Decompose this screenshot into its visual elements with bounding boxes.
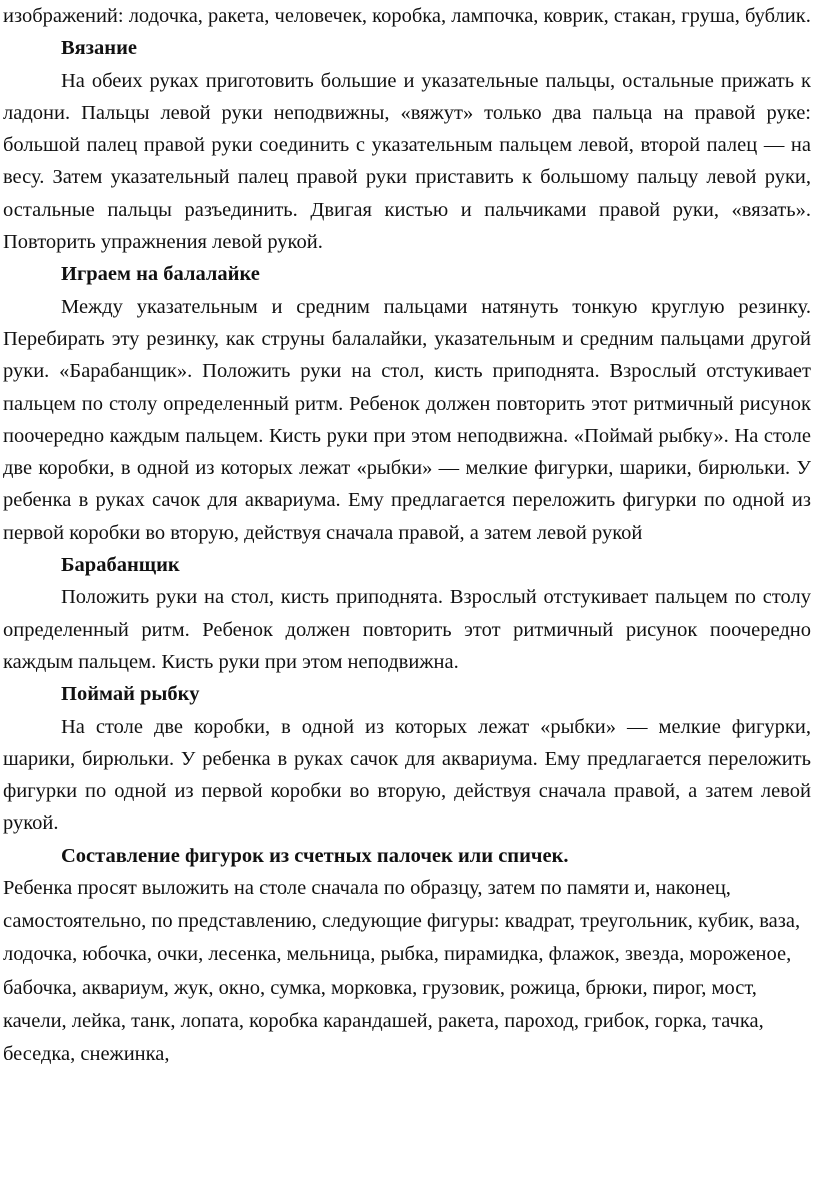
section-heading-stick-figures: Составление фигурок из счетных палочек или спичек. — [61, 844, 569, 867]
document-page — [3, 0, 811, 1071]
section-text-catch-fish: На столе две коробки, в одной из которых лежат «рыбки» — мелкие фигурки, шарики, бирюльки. У ребенка в руках сачок для аквариума. Ему предлагается переложить фигурки по одной из первой коробки во вторую, действуя сначала правой, а затем левой рукой. — [3, 715, 811, 835]
intro-paragraph-continuation: изображений: лодочка, ракета, человечек, коробка, лампочка, коврик, стакан, груша, бублик. — [3, 5, 811, 27]
section-heading-balalaika: Играем на балалайке — [61, 263, 260, 286]
section-text-stick-figures: Ребенка просят выложить на столе сначала по образцу, затем по памяти и, наконец, самостоятельно, по представлению, следующие фигуры: квадрат, треугольник, кубик, ваза, лодочка, юбочка, очки, лесенка, мельница, рыбка, пирамидка, флажок, звезда, мороженое, бабочка, аквариум, жук, окно, сумка, морковка, грузовик, рожица, брюки, пирог, мост, качели, лейка, танк, лопата, коробка карандашей, ракета, пароход, грибок, горка, тачка, беседка, снежинка, — [3, 877, 801, 1066]
section-heading-catch-fish: Поймай рыбку — [61, 683, 200, 706]
section-heading-drummer: Барабанщик — [61, 554, 180, 577]
section-heading-knitting: Вязание — [61, 37, 137, 60]
section-text-drummer: Положить руки на стол, кисть приподнята. Взрослый отстукивает пальцем по столу определенный ритм. Ребенок должен повторить этот ритмичный рисунок поочередно каждым пальцем. Кисть руки при этом неподвижна. — [3, 586, 811, 673]
section-text-balalaika: Между указательным и средним пальцами натянуть тонкую круглую резинку. Перебирать эту резинку, как струны балалайки, указательным и средним пальцами другой руки. «Барабанщик». Положить руки на стол, кисть приподнята. Взрослый отстукивает пальцем по столу определенный ритм. Ребенок должен повторить этот ритмичный рисунок поочередно каждым пальцем. Кисть руки при этом неподвижна. «Поймай рыбку». На столе две коробки, в одной из которых лежат «рыбки» — мелкие фигурки, шарики, бирюльки. У ребенка в руках сачок для аквариума. Ему предлагается переложить фигурки по одной из первой коробки во вторую, действуя сначала правой, а затем левой рукой — [3, 295, 811, 544]
section-text-knitting: На обеих руках приготовить большие и указательные пальцы, остальные прижать к ладони. Пальцы левой руки неподвижны, «вяжут» только два пальца на правой руке: большой палец правой руки соединить с указательным пальцем левой, второй палец — на весу. Затем указательный палец правой руки приставить к большому пальцу левой руки, остальные пальцы разъединить. Двигая кистью и пальчиками правой руки, «вязать». Повторить упражнения левой рукой. — [3, 69, 811, 254]
